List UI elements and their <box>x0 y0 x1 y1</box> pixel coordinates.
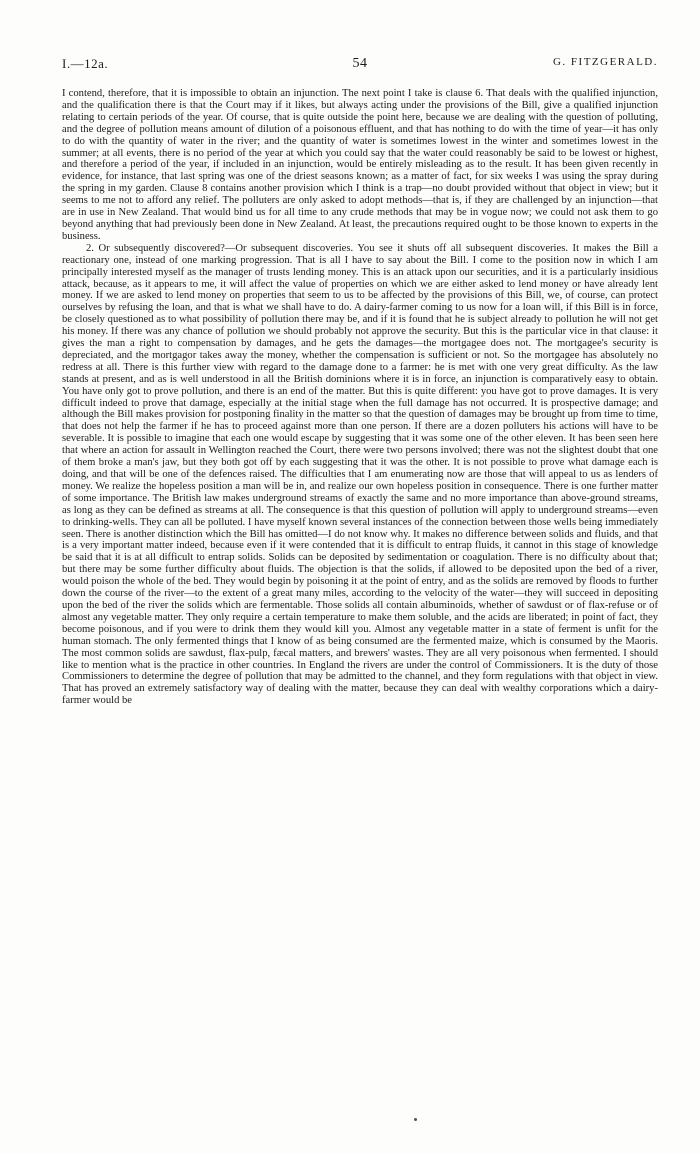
page-header <box>62 56 658 78</box>
page-number: 54 <box>352 56 368 71</box>
paragraph-1: I contend, therefore, that it is impossible to obtain an injunction. The next point I take is clause 6. That deals with the qualified injunction, and the qualification there is that the Court may if it likes, but always acting under the provisions of the Bill, give a qualified injunction relating to certain periods of the year. Of course, that is quite outside the point here, because we are dealing with the question of polluting, and the degree of pollution means amount of dilution of a poisonous effluent, and that has nothing to do with the time of year—it has only to do with the quantity of water in the river; and the quantity of water is sometimes lowest in the winter and sometimes lowest in the summer; at all events, there is no period of the year at which you could say that the water could reasonably be said to be lowest or highest, and therefore a period of the year, if included in an injunction, would be entirely misleading as to the result. It has been given recently in evidence, for instance, that last spring was one of the driest seasons known; as a matter of fact, for six weeks I was using the spray during the spring in my garden. Clause 8 contains another provision which I think is a trap—no doubt provided without that object in view; but it seems to me not to afford any relief. The polluters are only asked to adopt methods—that is, if they are challenged by an injunction—that are in use in New Zealand. That would bind us for all time to any crude methods that may be in vogue now; we could not ask them to go beyond anything that had previously been done in New Zealand. At least, the precautions required ought to be those known to experts in the business. <box>62 88 658 242</box>
paragraph-2: 2. Or subsequently discovered?—Or subsequent discoveries. You see it shuts off all subsequent discoveries. It makes the Bill a reactionary one, instead of one marking progression. That is all I have to say about the Bill. I come to the position now in which I am principally interested myself as the manager of trusts lending money. This is an attack upon our securities, and it is a particularly insidious attack, because, as it appears to me, it will affect the value of properties on which we are either asked to lend money or have already lent money. If we are asked to lend money on properties that seem to us to be affected by the provisions of this Bill, we, of course, can protect ourselves by refusing the loan, and that is what we shall have to do. A dairy-farmer coming to us now for a loan will, if this Bill is in force, be closely questioned as to what possibility of pollution there may be, and if it is found that he is subject already to pollution he will not get his money. If there was any chance of pollution we should probably not approve the security. But this is the particular vice in that clause: it gives the man a right to compensation by damages, and he gets the damages—the mortgagee does not. The mortgagee's security is depreciated, and the mortgagor takes away the money, whether the compensation is sufficient or not. So the mortgagee has absolutely no redress at all. There is this further view with regard to the damage done to a farmer: he is met with one very great difficulty. As the law stands at present, and as is well understood in all the British dominions where it is in force, an injunction is comparatively easy to obtain. You have only got to prove pollution, and there is an end of the matter. But this is quite different: you have got to prove damages. It is very difficult indeed to prove that damage, especially at the initial stage when the full damage has not occurred. It is prospective damage; and although the Bill makes provision for postponing finality in the matter so that the question of damages may be brought up from time to time, that does not help the farmer if he has to proceed against more than one person. If there are a dozen polluters his actions will have to be severable. It is possible to imagine that each one would escape by suggesting that it was some one of the other eleven. It has been seen here that where an action for assault in Wellington reached the Court, there were two persons involved; there was not the slightest doubt that one of them broke a man's jaw, but they both got off by each suggesting that it was the other. It is not possible to prove what damage each is doing, and that will be one of the defences raised. The difficulties that I am enumerating now are those that will appeal to us as lenders of money. We realize the hopeless position a man will be in, and realize our own hopeless position in consequence. There is one further matter of some importance. The British law makes underground streams of exactly the same and no more importance than above-ground streams, as long as they can be defined as streams at all. The consequence is that this question of pollution will apply to underground streams—even to drinking-wells. They can all be polluted. I have myself known several instances of the connection between those wells being immediately seen. There is another distinction which the Bill has omitted—I do not know why. It makes no difference between solids and fluids, and that is a very important matter indeed, because even if it were contended that it is difficult to entrap fluids, it cannot in this stage of knowledge be said that it is at all difficult to entrap solids. Solids can be deposited by sedimentation or coagulation. There is no difficulty about that; but there may be some further difficulty about fluids. The objection is that the solids, if allowed to be deposited upon the bed of a river, would poison the whole of the bed. They would begin by poisoning it at the point of entry, and as the solids are removed by floods to further down the course of the river—to the extent of a great many miles, according to the velocity of the water—they will succeed in depositing upon the bed of the river the solids which are fermentable. Those solids all contain albuminoids, whether of sawdust or of flax-refuse or of almost any vegetable matter. They only require a certain temperature to make them soluble, and the acids are liberated; in point of fact, they become poisonous, and if you were to drink them they would kill you. Almost any vegetable matter in a state of ferment is unfit for the human stomach. The only fermented things that I know of as being consumed are the fermented maize, which is consumed by the Maoris. The most common solids are sawdust, flax-pulp, fæcal matters, and brewers' wastes. They are all very poisonous when fermented. I should like to mention what is the practice in other countries. In England the rivers are under the control of Commissioners. It is the duty of those Commissioners to determine the degree of pollution that may be admitted to the channel, and they form regulations with that object in view. That has proved an extremely satisfactory way of dealing with the matter, because they can deal with wealthy corporations which a dairy-farmer would be <box>62 242 658 707</box>
print-mark <box>414 1118 417 1121</box>
body-text <box>62 88 658 707</box>
speaker-name: G. FITZGERALD. <box>552 56 658 68</box>
document-reference: I.—12a. <box>62 56 109 71</box>
